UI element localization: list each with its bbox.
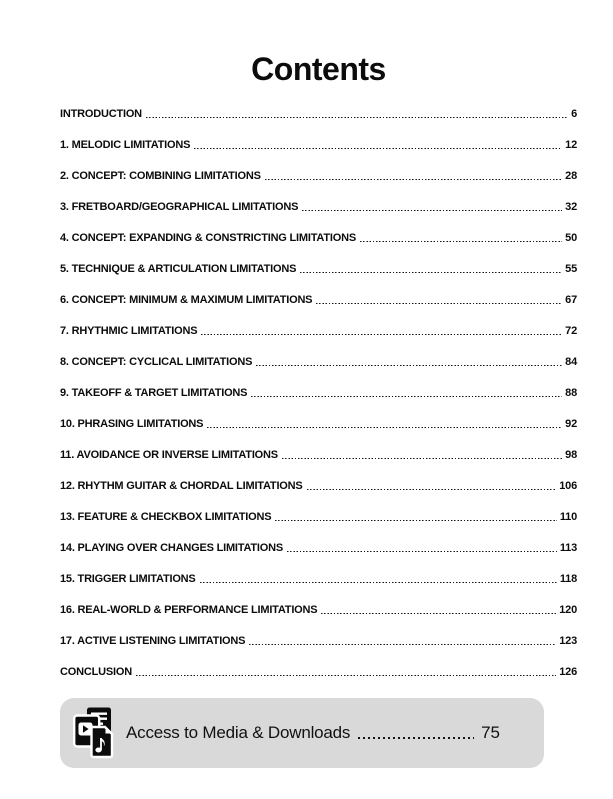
dot-leader [146, 117, 568, 119]
toc-entry-page: 118 [559, 572, 577, 585]
toc-entry-title: 14. PLAYING OVER CHANGES LIMITATIONS [60, 541, 284, 554]
toc-entry-page: 50 [565, 231, 577, 244]
toc-entry-page: 28 [565, 169, 577, 182]
toc-entry-page: 12 [565, 138, 577, 151]
dot-leader [300, 272, 562, 274]
toc-entry-title: CONCLUSION [60, 665, 132, 678]
dot-leader [249, 644, 556, 646]
toc-entry-title: 10. PHRASING LIMITATIONS [60, 417, 204, 430]
dot-leader [194, 148, 562, 150]
toc-entry-page: 55 [565, 262, 577, 275]
dot-leader [136, 675, 556, 677]
toc-entry-page: 84 [565, 355, 577, 368]
toc-entry-page: 67 [565, 293, 577, 306]
toc-entry-title: 3. FRETBOARD/GEOGRAPHICAL LIMITATIONS [60, 200, 299, 213]
toc-entry-page: 88 [565, 386, 577, 399]
toc-entry[interactable] [60, 656, 577, 687]
toc-entry-title: 7. RHYTHMIC LIMITATIONS [60, 324, 198, 337]
toc-entry[interactable] [60, 315, 577, 346]
dot-leader [360, 241, 562, 243]
toc-entry-page: 72 [565, 324, 577, 337]
dot-leader [201, 334, 562, 336]
dot-leader [321, 613, 556, 615]
toc-entry-title: 16. REAL-WORLD & PERFORMANCE LIMITATIONS [60, 603, 318, 616]
dot-leader [251, 396, 562, 398]
toc-entry-page: 123 [559, 634, 577, 647]
dot-leader [265, 179, 562, 181]
toc-entry[interactable] [60, 191, 577, 222]
toc-entry[interactable] [60, 253, 577, 284]
dot-leader [316, 303, 562, 305]
toc-entry-title: 4. CONCEPT: EXPANDING & CONSTRICTING LIMITATIONS [60, 231, 356, 244]
toc-entry[interactable] [60, 532, 577, 563]
toc-entry[interactable] [60, 439, 577, 470]
toc-entry[interactable] [60, 594, 577, 625]
dot-leader [302, 210, 562, 212]
toc-entry-title: 6. CONCEPT: MINIMUM & MAXIMUM LIMITATIONS [60, 293, 313, 306]
toc-entry-page: 126 [559, 665, 577, 678]
toc-entry[interactable] [60, 470, 577, 501]
media-box-page: 75 [481, 723, 500, 742]
toc-entry-page: 32 [565, 200, 577, 213]
toc-entry-title: 15. TRIGGER LIMITATIONS [60, 572, 196, 585]
toc-entry-title: 9. TAKEOFF & TARGET LIMITATIONS [60, 386, 248, 399]
toc-entry-page: 92 [565, 417, 577, 430]
toc-entry[interactable] [60, 129, 577, 160]
media-box-label: Access to Media & Downloads [126, 723, 351, 742]
toc-entry[interactable] [60, 408, 577, 439]
toc-entry[interactable] [60, 160, 577, 191]
toc-entry[interactable] [60, 98, 577, 129]
toc-entry-title: 1. MELODIC LIMITATIONS [60, 138, 191, 151]
toc-entry[interactable] [60, 563, 577, 594]
toc-entry-page: 98 [565, 448, 577, 461]
toc-entry-page: 113 [559, 541, 577, 554]
media-downloads-box[interactable] [60, 698, 544, 768]
toc-entry[interactable] [60, 222, 577, 253]
toc-entry[interactable] [60, 346, 577, 377]
toc-entry-title: 8. CONCEPT: CYCLICAL LIMITATIONS [60, 355, 253, 368]
toc-entry-page: 120 [559, 603, 577, 616]
toc-entry-page: 6 [571, 107, 577, 120]
toc-entry-title: 17. ACTIVE LISTENING LIMITATIONS [60, 634, 246, 647]
dot-leader [256, 365, 562, 367]
dot-leader [307, 489, 557, 491]
toc-entry-page: 106 [559, 479, 577, 492]
media-files-icon [73, 707, 115, 759]
dot-leader [358, 737, 474, 739]
dot-leader [275, 520, 556, 522]
dot-leader [287, 551, 557, 553]
page-title: Contents [251, 51, 386, 87]
toc-entry-page: 110 [559, 510, 577, 523]
dot-leader [207, 427, 562, 429]
toc-entry-title: 5. TECHNIQUE & ARTICULATION LIMITATIONS [60, 262, 297, 275]
toc-entry-title: INTRODUCTION [60, 107, 142, 120]
toc-entry-title: 12. RHYTHM GUITAR & CHORDAL LIMITATIONS [60, 479, 303, 492]
toc-entry[interactable] [60, 377, 577, 408]
table-of-contents [60, 98, 577, 687]
dot-leader [282, 458, 562, 460]
dot-leader [200, 582, 557, 584]
toc-entry[interactable] [60, 625, 577, 656]
toc-entry-title: 13. FEATURE & CHECKBOX LIMITATIONS [60, 510, 272, 523]
toc-entry[interactable] [60, 501, 577, 532]
toc-entry-title: 11. AVOIDANCE OR INVERSE LIMITATIONS [60, 448, 278, 461]
toc-entry[interactable] [60, 284, 577, 315]
toc-entry-title: 2. CONCEPT: COMBINING LIMITATIONS [60, 169, 261, 182]
